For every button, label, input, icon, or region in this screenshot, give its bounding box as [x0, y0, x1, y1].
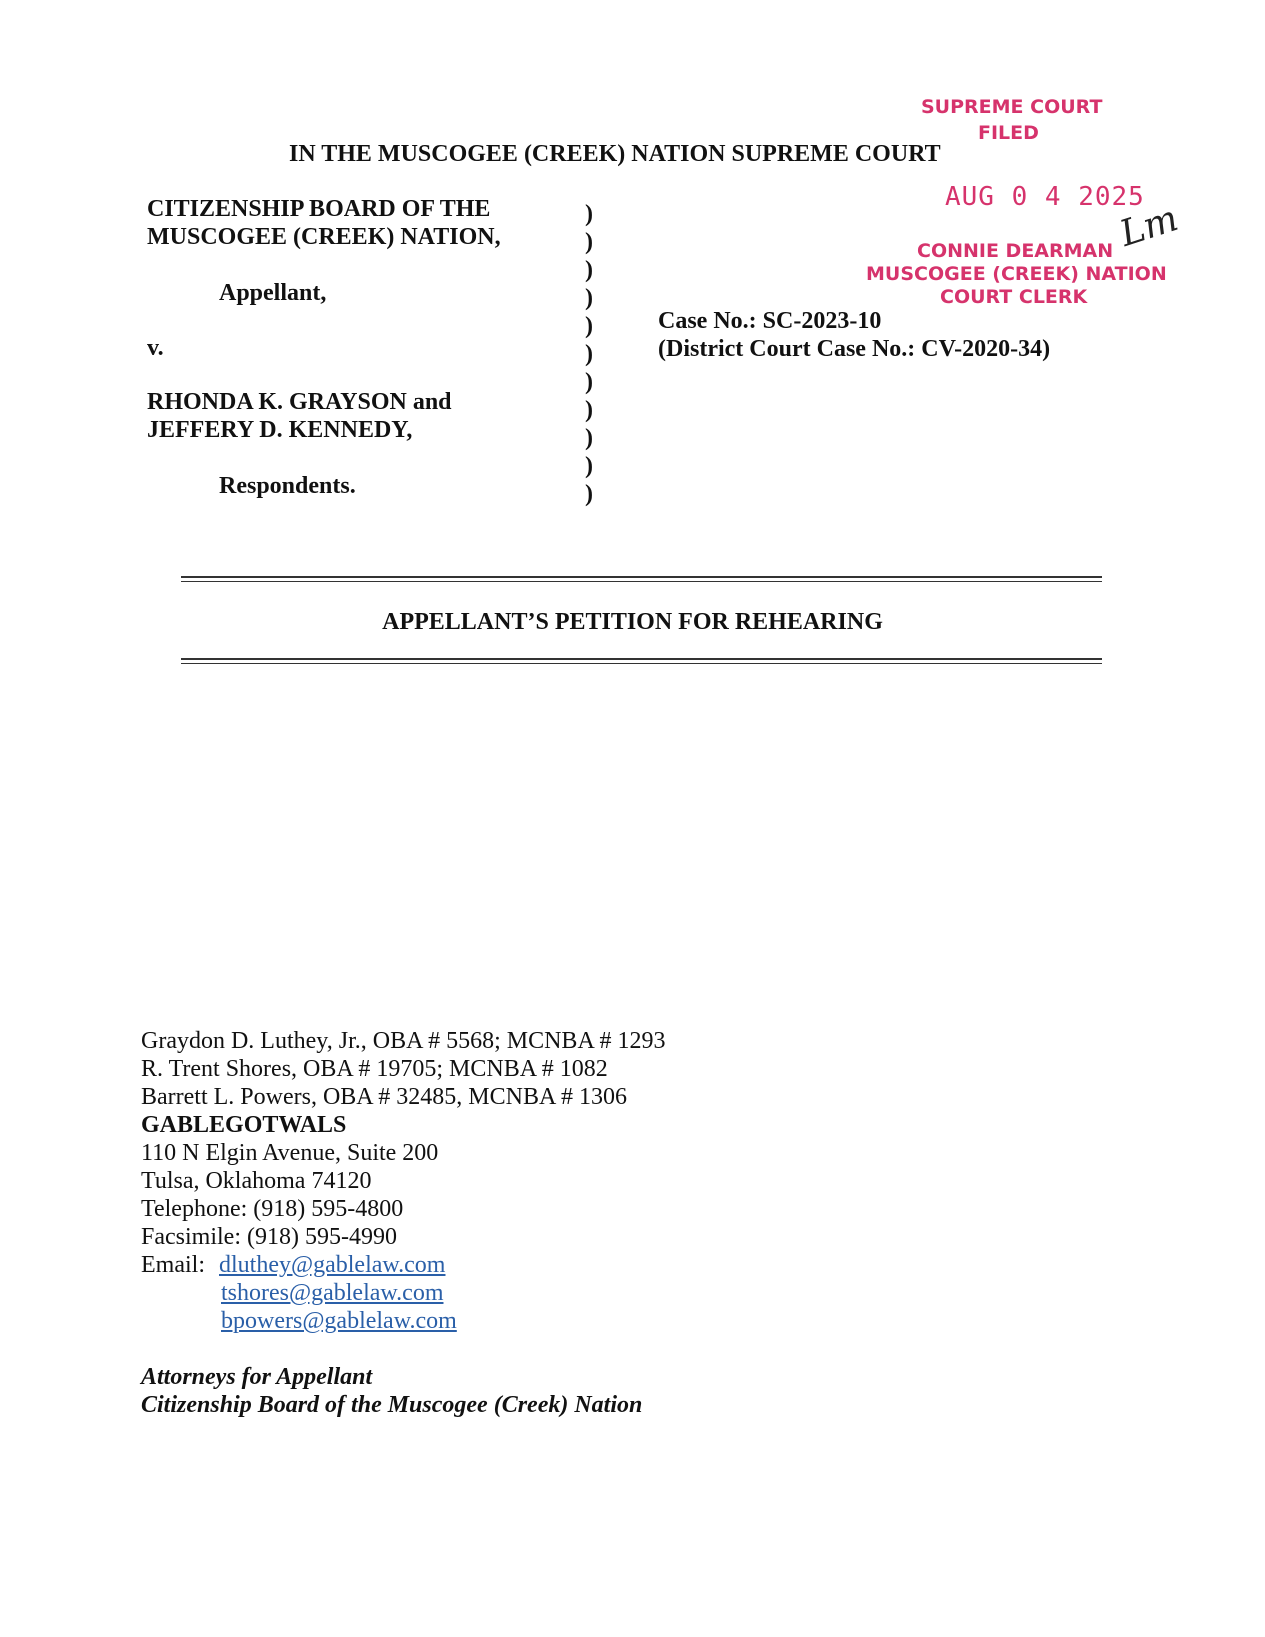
respondent-name-line1: RHONDA K. GRAYSON and: [147, 389, 452, 415]
email-row: [141, 1279, 665, 1307]
paren: ): [585, 341, 593, 367]
clerk-initials-signature: Lm: [1115, 198, 1183, 255]
caption-parentheses: [585, 200, 599, 508]
stamp-date: AUG 0 4 2025: [945, 182, 1145, 212]
stamp-clerk-title: COURT CLERK: [940, 286, 1088, 308]
district-court-case-number: (District Court Case No.: CV-2020-34): [658, 336, 1051, 362]
paren: ): [585, 369, 593, 395]
paren: ): [585, 453, 593, 479]
attorney-line: Graydon D. Luthey, Jr., OBA # 5568; MCNBA # 1293: [141, 1028, 666, 1054]
address-line: Tulsa, Oklahoma 74120: [141, 1168, 372, 1194]
email-row: [141, 1307, 665, 1335]
paren: ): [585, 257, 593, 283]
stamp-clerk-name: CONNIE DEARMAN: [917, 240, 1114, 262]
document-title: APPELLANT’S PETITION FOR REHEARING: [382, 609, 883, 635]
signature-block: [141, 1027, 665, 1335]
email-label: Email:: [141, 1252, 205, 1278]
paren: ): [585, 397, 593, 423]
paren: ): [585, 201, 593, 227]
appellant-name-line2: MUSCOGEE (CREEK) NATION,: [147, 224, 501, 250]
telephone: Telephone: (918) 595-4800: [141, 1196, 404, 1222]
email-row: [141, 1251, 665, 1279]
court-title: IN THE MUSCOGEE (CREEK) NATION SUPREME COURT: [289, 141, 941, 167]
stamp-filed: FILED: [978, 122, 1039, 144]
versus: v.: [147, 335, 164, 361]
firm-name: GABLEGOTWALS: [141, 1112, 347, 1138]
paren: ): [585, 285, 593, 311]
paren: ): [585, 229, 593, 255]
title-top-rule: [181, 576, 1102, 582]
email-link[interactable]: dluthey@gablelaw.com: [219, 1252, 446, 1278]
respondent-name-line2: JEFFERY D. KENNEDY,: [147, 417, 413, 443]
stamp-supreme-court: SUPREME COURT: [921, 96, 1103, 118]
email-link[interactable]: bpowers@gablelaw.com: [221, 1308, 457, 1334]
stamp-clerk-org: MUSCOGEE (CREEK) NATION: [866, 263, 1167, 285]
email-link[interactable]: tshores@gablelaw.com: [221, 1280, 444, 1306]
attorney-line: Barrett L. Powers, OBA # 32485, MCNBA # 1306: [141, 1084, 627, 1110]
address-line: 110 N Elgin Avenue, Suite 200: [141, 1140, 439, 1166]
paren: ): [585, 481, 593, 507]
title-bottom-rule: [181, 658, 1102, 664]
client-name: Citizenship Board of the Muscogee (Creek) Nation: [141, 1392, 643, 1418]
attorneys-for: Attorneys for Appellant: [141, 1364, 373, 1390]
paren: ): [585, 425, 593, 451]
respondent-role: Respondents.: [219, 473, 356, 499]
attorney-line: R. Trent Shores, OBA # 19705; MCNBA # 1082: [141, 1056, 608, 1082]
case-number: Case No.: SC-2023-10: [658, 308, 882, 334]
paren: ): [585, 313, 593, 339]
appellant-name-line1: CITIZENSHIP BOARD OF THE: [147, 196, 491, 222]
appellant-role: Appellant,: [219, 280, 327, 306]
facsimile: Facsimile: (918) 595-4990: [141, 1224, 397, 1250]
